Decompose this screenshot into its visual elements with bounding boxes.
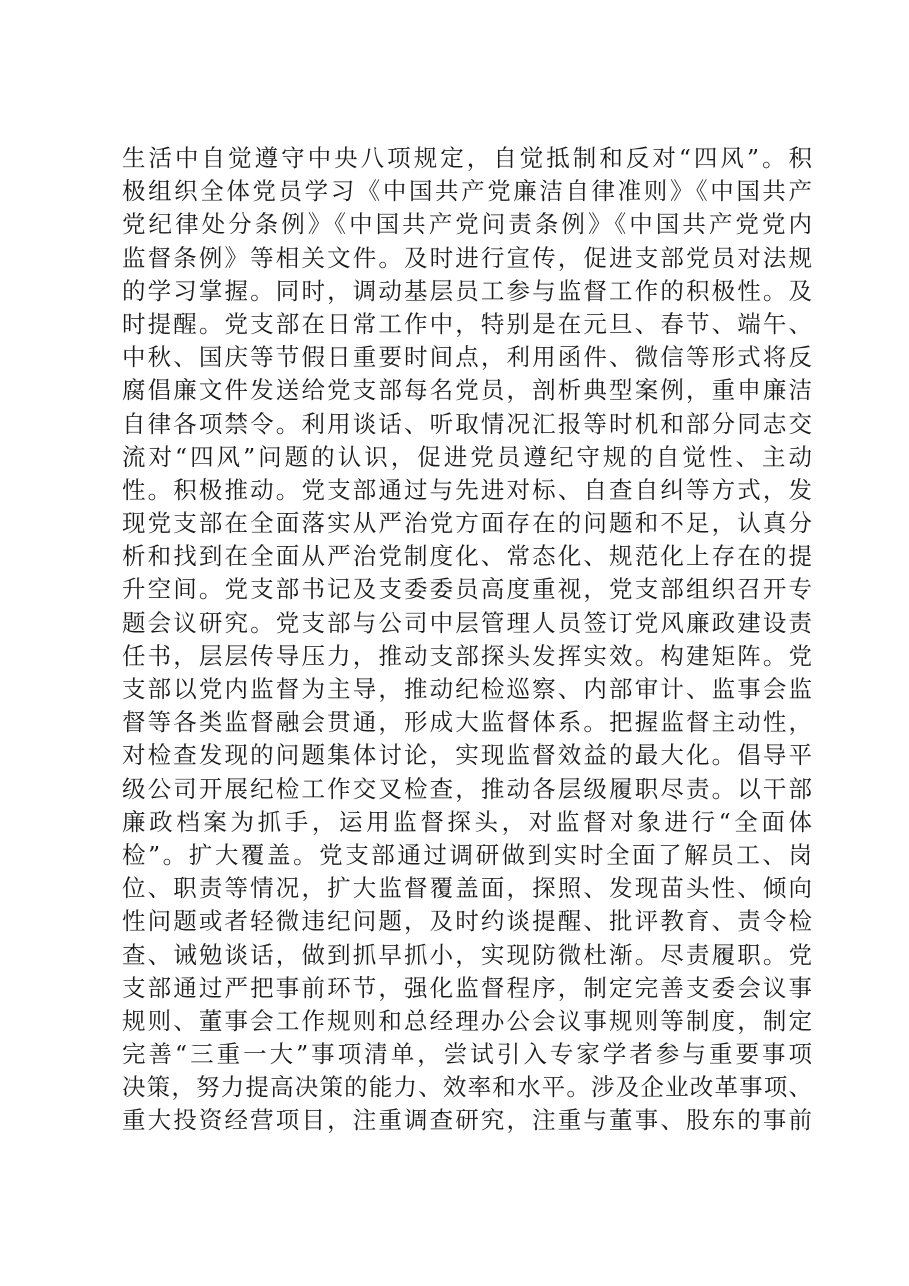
- text-line: 支部通过严把事前环节，强化监督程序，制定完善支委会议事: [122, 973, 812, 1002]
- text-line: 重大投资经营项目，注重调查研究，注重与董事、股东的事前: [122, 1106, 812, 1135]
- text-line: 流对“四风”问题的认识，促进党员遵纪守规的自觉性、主动: [122, 442, 812, 471]
- text-line: 腐倡廉文件发送给党支部每名党员，剖析典型案例，重申廉洁: [122, 376, 812, 405]
- text-line: 规则、董事会工作规则和总经理办公会议事规则等制度，制定: [122, 1006, 812, 1035]
- text-line: 性问题或者轻微违纪问题，及时约谈提醒、批评教育、责令检: [122, 907, 812, 936]
- text-line: 升空间。党支部书记及支委委员高度重视，党支部组织召开专: [122, 575, 812, 604]
- text-line: 的学习掌握。同时，调动基层员工参与监督工作的积极性。及: [122, 276, 812, 305]
- text-line: 生活中自觉遵守中央八项规定，自觉抵制和反对“四风”。积: [122, 144, 812, 172]
- text-line: 检”。扩大覆盖。党支部通过调研做到实时全面了解员工、岗: [122, 840, 812, 869]
- text-line: 题会议研究。党支部与公司中层管理人员签订党风廉政建设责: [122, 608, 812, 637]
- text-line: 现党支部在全面落实从严治党方面存在的问题和不足，认真分: [122, 509, 812, 538]
- text-line: 廉政档案为抓手，运用监督探头，对监督对象进行“全面体: [122, 807, 812, 836]
- body-text: [122, 142, 812, 1138]
- text-line: 性。积极推动。党支部通过与先进对标、自查自纠等方式，发: [122, 475, 812, 504]
- text-line: 监督条例》等相关文件。及时进行宣传，促进支部党员对法规: [122, 243, 812, 272]
- text-line: 自律各项禁令。利用谈话、听取情况汇报等时机和部分同志交: [122, 409, 812, 438]
- text-line: 中秋、国庆等节假日重要时间点，利用函件、微信等形式将反: [122, 343, 812, 372]
- text-line: 查、诫勉谈话，做到抓早抓小，实现防微杜渐。尽责履职。党: [122, 940, 812, 969]
- text-line: 位、职责等情况，扩大监督覆盖面，探照、发现苗头性、倾向: [122, 874, 812, 903]
- text-line: 决策，努力提高决策的能力、效率和水平。涉及企业改革事项、: [122, 1073, 812, 1102]
- text-line: 完善“三重一大”事项清单，尝试引入专家学者参与重要事项: [122, 1040, 812, 1069]
- text-line: 党纪律处分条例》《中国共产党问责条例》《中国共产党党内: [122, 210, 812, 239]
- text-line: 级公司开展纪检工作交叉检查，推动各层级履职尽责。以干部: [122, 774, 812, 803]
- text-line: 极组织全体党员学习《中国共产党廉洁自律准则》《中国共产: [122, 177, 812, 206]
- text-line: 支部以党内监督为主导，推动纪检巡察、内部审计、监事会监: [122, 675, 812, 703]
- text-line: 析和找到在全面从严治党制度化、常态化、规范化上存在的提: [122, 542, 812, 571]
- text-line: 时提醒。党支部在日常工作中，特别是在元旦、春节、端午、: [122, 309, 812, 338]
- text-line: 对检查发现的问题集体讨论，实现监督效益的最大化。倡导平: [122, 741, 812, 770]
- text-line: 督等各类监督融会贯通，形成大监督体系。把握监督主动性，: [122, 708, 812, 737]
- text-line: 任书，层层传导压力，推动支部探头发挥实效。构建矩阵。党: [122, 641, 812, 670]
